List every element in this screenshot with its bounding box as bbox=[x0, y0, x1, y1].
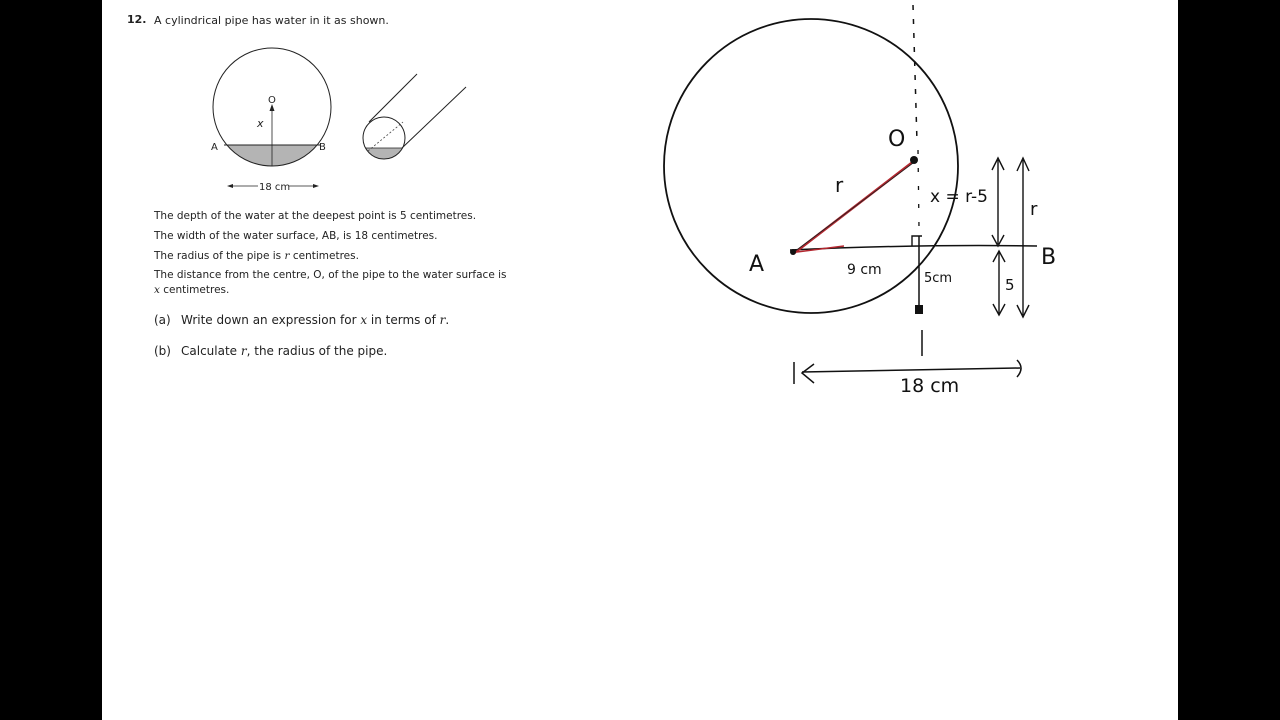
label-a: A bbox=[211, 142, 218, 153]
statement-depth: The depth of the water at the deepest point is 5 centimetres. bbox=[154, 210, 477, 222]
statement-radius-pre: The radius of the pipe is bbox=[154, 250, 285, 262]
hw-r-right: r bbox=[1030, 199, 1038, 220]
statement-distance-line1: The distance from the centre, O, of the pipe to the water surface is bbox=[154, 269, 507, 281]
printed-figure bbox=[202, 44, 482, 196]
part-a bbox=[154, 313, 449, 327]
part-a-post: . bbox=[445, 313, 450, 327]
hw-depth: 5cm bbox=[924, 271, 953, 286]
chord-dim-line bbox=[802, 368, 1020, 372]
part-a-label: (a) bbox=[154, 313, 171, 327]
hw-x-expression: x = r-5 bbox=[930, 187, 988, 207]
width-arrow-left bbox=[227, 184, 233, 188]
part-b-post: , the radius of the pipe. bbox=[246, 344, 388, 358]
hw-label-o: O bbox=[888, 127, 906, 152]
hw-chord-width: 18 cm bbox=[900, 375, 960, 397]
label-o: O bbox=[268, 95, 276, 106]
cylinder-dashed-edge bbox=[368, 122, 403, 151]
worksheet-page bbox=[102, 0, 1178, 720]
label-b: B bbox=[319, 142, 326, 153]
part-b-pre: Calculate bbox=[181, 344, 241, 358]
label-x: x bbox=[257, 117, 264, 130]
hw-half-chord: 9 cm bbox=[847, 262, 882, 278]
width-arrow-right bbox=[313, 184, 319, 188]
statement-width: The width of the water surface, AB, is 18 centimetres. bbox=[154, 230, 438, 242]
statement-radius bbox=[154, 249, 550, 264]
statement-radius-post: centimetres. bbox=[289, 250, 359, 262]
statement-radius-var: r bbox=[284, 250, 290, 262]
part-b-label: (b) bbox=[154, 344, 171, 358]
hw-label-b: B bbox=[1041, 245, 1057, 270]
width-label: 18 cm bbox=[259, 182, 291, 193]
hw-depth-right: 5 bbox=[1005, 276, 1015, 294]
cylinder-water bbox=[352, 148, 412, 168]
point-a bbox=[790, 249, 796, 255]
handwritten-diagram bbox=[632, 0, 1072, 410]
right-angle-mark bbox=[912, 236, 922, 246]
part-a-var2: r bbox=[439, 313, 446, 327]
statement-distance bbox=[154, 268, 550, 298]
chord-dim-head-left bbox=[802, 364, 814, 383]
depth-bottom-mark bbox=[915, 305, 923, 314]
cylinder-bottom-edge bbox=[402, 87, 466, 148]
hw-radius-label: r bbox=[835, 173, 844, 197]
part-a-var1: x bbox=[360, 313, 368, 327]
question-number: 12. bbox=[127, 13, 147, 26]
hw-label-a: A bbox=[749, 252, 765, 277]
centre-point bbox=[910, 156, 918, 164]
cylinder-top-edge bbox=[369, 74, 417, 122]
statement-distance-var: x bbox=[154, 284, 160, 296]
large-pipe-circle bbox=[664, 19, 958, 313]
question-intro: A cylindrical pipe has water in it as shown. bbox=[154, 14, 389, 27]
part-a-mid: in terms of bbox=[367, 313, 440, 327]
statement-distance-post: centimetres. bbox=[159, 284, 230, 296]
radius-line-dark bbox=[794, 163, 913, 252]
vertical-dashed-line-2 bbox=[918, 150, 919, 228]
vertical-dashed-line bbox=[913, 5, 917, 142]
part-b-var: r bbox=[240, 344, 247, 358]
part-a-pre: Write down an expression for bbox=[181, 313, 361, 327]
part-b bbox=[154, 344, 387, 358]
